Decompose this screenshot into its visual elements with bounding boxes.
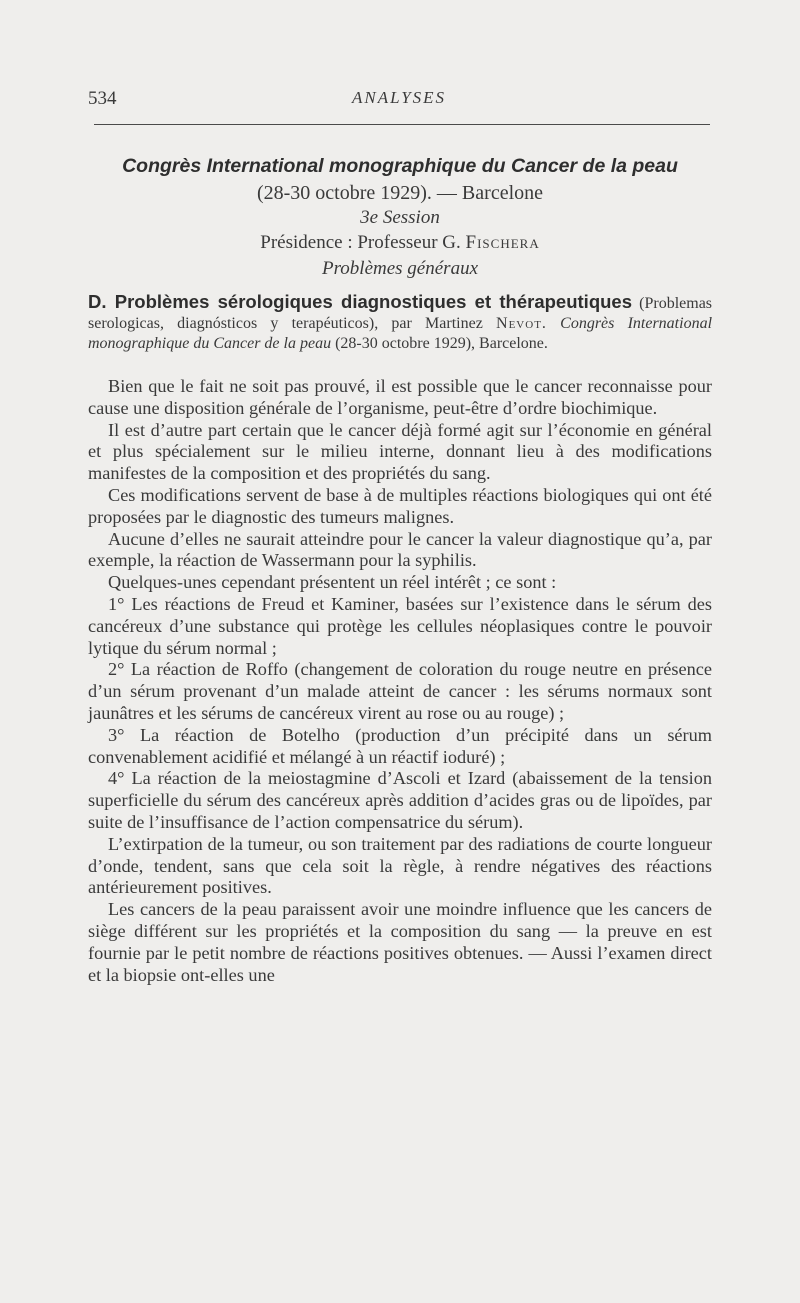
body-paragraph: L’extirpation de la tumeur, ou son traitement par des radiations de courte longueur d’onde, tendent, sans que cela soit la règle, à rendre négatives des réactions antérieurement positives. (88, 833, 712, 898)
congress-session: 3e Session (360, 207, 440, 228)
reference-text-1: (Problemas serologicas, diagnósticos y terapéuticos), par Martinez (88, 295, 713, 332)
body-paragraph: Aucune d’elles ne saurait atteindre pour le cancer la valeur diagnostique qu’a, par exemple, la réaction de Wassermann pour la syphilis. (88, 528, 712, 571)
article-body (88, 376, 712, 986)
body-paragraph: 3° La réaction de Botelho (production d’un précipité dans un sérum convenablement acidifié et mélangé à un réactif ioduré) ; (88, 724, 712, 767)
page-number: 534 (88, 88, 117, 109)
body-paragraph: Ces modifications servent de base à de multiples réactions biologiques qui ont été proposées par le diagnostic des tumeurs malignes. (88, 484, 712, 527)
body-paragraph: Les cancers de la peau paraissent avoir une moindre influence que les cancers de siège différent sur les propriétés et la composition du sang — la preuve en est fournie par le petit nombre de réactions positives obtenues. — Aussi l’examen direct et la biopsie ont-elles une (88, 899, 712, 985)
section-title: D. Problèmes sérologiques diagnostiques et thérapeutiques (88, 291, 633, 312)
header-rule (94, 124, 710, 125)
reference-text-2: (28-30 octobre 1929), Barcelone. (335, 335, 548, 352)
reference-author: Nevot. (496, 315, 547, 332)
congress-theme: Problèmes généraux (322, 258, 478, 279)
body-paragraph: Bien que le fait ne soit pas prouvé, il est possible que le cancer reconnaisse pour cause une disposition générale de l’organisme, peut-être d’ordre biochimique. (88, 376, 712, 418)
page-header (88, 88, 710, 112)
congress-dates: (28-30 octobre 1929). — Barcelone (256, 182, 543, 204)
presidence-label: Présidence : Professeur G. (260, 232, 461, 253)
reference-source: Congrès International monographique du Cancer de la peau (88, 315, 713, 352)
article-reference (88, 292, 712, 354)
body-paragraph: 2° La réaction de Roffo (changement de coloration du rouge neutre en présence d’un sérum provenant d’un malade atteint de cancer : les sérums normaux sont jaunâtres et les sérums de cancéreux virent au rose ou au rouge) ; (88, 659, 712, 723)
congress-presidence (80, 232, 720, 254)
running-title: ANALYSES (351, 88, 447, 107)
body-paragraph: 4° La réaction de la meiostagmine d’Ascoli et Izard (abaissement de la tension superficielle du sérum des cancéreux après addition d’acides gras ou de lipoïdes, par suite de l’insuffisance de l’action compensatrice du sérum). (88, 768, 712, 832)
body-paragraph: Quelques-unes cependant présentent un réel intérêt ; ce sont : (108, 572, 557, 593)
body-paragraph: 1° Les réactions de Freud et Kaminer, basées sur l’existence dans le sérum des cancéreux d’une substance qui protège les cellules néoplasiques contre le pouvoir lytique du sérum normal ; (88, 593, 712, 658)
reference-paragraph (88, 292, 712, 354)
presidence-name: Fischera (465, 232, 540, 253)
body-paragraph: Il est d’autre part certain que le cancer déjà formé agit sur l’économie en général et plus spécialement sur le milieu interne, donnant lieu à des modifications manifestes de la composition et des propriétés du sang. (88, 419, 712, 484)
congress-title: Congrès International monographique du Cancer de la peau (122, 155, 678, 177)
